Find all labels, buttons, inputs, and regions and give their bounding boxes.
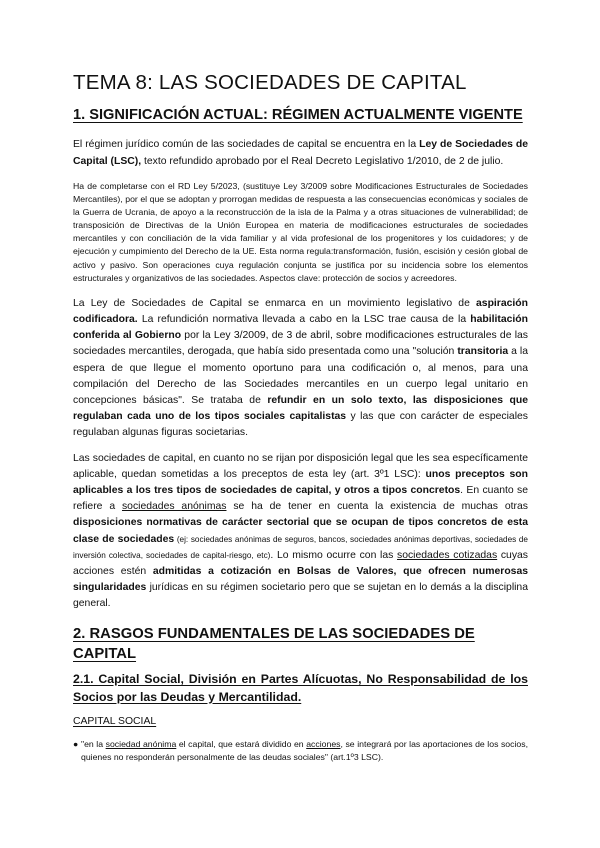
text-run: , se integrará por las aportaciones de los socios, quienes no responderán personalmente de las deudas sociales" (art.1º3 LSC). [81, 738, 529, 762]
bold-run: refundir en un solo texto, las disposiciones que regulaban cada uno de los tipos sociales capitalistas [73, 394, 528, 423]
bold-run: habilitación conferida al Gobierno [73, 313, 528, 342]
list-item [73, 738, 528, 764]
section-1-paragraph-1 [73, 137, 528, 170]
text-run: y las que con carácter de especiales regulaban algunas figuras societarias. [73, 411, 528, 439]
section-1-paragraph-2 [73, 296, 528, 442]
text-run: La refundición normativa llevada a cabo en la LSC trae causa de la [137, 313, 471, 325]
underlined-run: sociedad anónima [105, 738, 177, 749]
text-run: el capital, que estará dividido en [176, 738, 307, 749]
bold-run: aspiración codificadora. [73, 297, 528, 325]
text-run: Las sociedades de capital, en cuanto no se rijan por disposición legal que les sea específicamente aplicable, quedan sometidas a los preceptos de esta ley (art. 3º1 LSC): [73, 452, 528, 480]
text-run: por la Ley 3/2009, de 3 de abril, sobre modificaciones estructurales de las sociedades mercantiles, derogada, que había sido presentada como una "solución [73, 330, 529, 358]
text-run: La Ley de Sociedades de Capital se enmarca en un movimiento legislativo de [73, 297, 477, 309]
bold-run: transitoria [457, 346, 509, 358]
bold-run: disposiciones normativas de carácter sectorial que se ocupan de tipos concretos de esta clase de sociedades [73, 517, 528, 545]
text-run: a la espera de que llegue el momento oportuno para una codificación o, al menos, para una compilación del Derecho de las Sociedades mercantiles en un cuerpo legal unitario en concepciones básicas". Se trataba de [73, 346, 529, 406]
text-run: se ha de tener en cuenta la existencia de muchas otras [226, 501, 528, 513]
text-run: texto refundido aprobado por el Real Decreto Legislativo 1/2010, de 2 de julio. [141, 155, 504, 167]
bullet-list [73, 738, 528, 764]
text-run: jurídicas en su régimen societario pero que se sujetan en lo demás a la disciplina general. [73, 582, 528, 610]
page-title: TEMA 8: LAS SOCIEDADES DE CAPITAL [73, 71, 467, 94]
text-run: . En cuanto se refiere a [73, 484, 528, 513]
underlined-run: acciones [306, 738, 341, 749]
section-1-heading: 1. SIGNIFICACIÓN ACTUAL: RÉGIMEN ACTUALMENTE VIGENTE [73, 107, 523, 123]
section-1-small-paragraph: Ha de completarse con el RD Ley 5/2023, (sustituye Ley 3/2009 sobre Modificaciones Estructurales de Sociedades Mercantiles), por el que se adoptan y prorrogan medidas de respuesta a las consecuencias económicas y sociales de la Guerra de Ucrania, de apoyo a la reconstrucción de la isla de la Palma y a otras situaciones de vulnerabilidad; de transposición de Directivas de la Unión Europea en materia de modificaciones estructurales de sociedades mercantiles y con conciliación de la vida familiar y al vida profesional de los progenitores y los cuidadores; y de ejecución y cumpimiento del Derecho de la UE. Esta norma regula:transformación, fusión, escisión y cesión global de activo y pasivo. Son operaciones cuya regulación conjunta se justifica por su incidencia sobre los elementos estructurales y organizativos de las sociedades. Aspectos clave: protección de socios y acreedores. [73, 181, 528, 283]
text-run: cuyas acciones estén [73, 549, 528, 577]
bullet-icon: ● [73, 738, 79, 749]
section-2-heading: 2. RASGOS FUNDAMENTALES DE LAS SOCIEDADES DE CAPITAL [73, 625, 475, 662]
text-run: "en la [81, 738, 106, 749]
underlined-run: sociedades anónimas [121, 501, 227, 513]
subsection-2-1-heading: 2.1. Capital Social, División en Partes Alícuotas, No Responsabilidad de los Socios por las Deudas y Mercantilidad. [73, 671, 528, 704]
bold-run: unos preceptos son aplicables a los tres tipos de sociedades de capital, y otros a tipos concretos [73, 468, 528, 496]
bold-run: Ley de Sociedades de Capital (LSC), [73, 139, 528, 167]
text-run: . Lo mismo ocurre con las [270, 549, 398, 561]
small-run: (ej: sociedades anónimas de seguros, bancos, sociedades anónimas deportivas, sociedades de inversión colectiva, sociedades de capital-riesgo, etc) [73, 534, 528, 560]
text-run: El régimen jurídico común de las sociedades de capital se encuentra en la [73, 139, 420, 150]
capital-social-label: CAPITAL SOCIAL [73, 715, 157, 727]
bold-run: admitidas a cotización en Bolsas de Valores, que ofrecen numerosas singularidades [73, 566, 528, 594]
section-1-paragraph-3 [73, 451, 528, 613]
underlined-run: sociedades cotizadas [397, 549, 498, 561]
